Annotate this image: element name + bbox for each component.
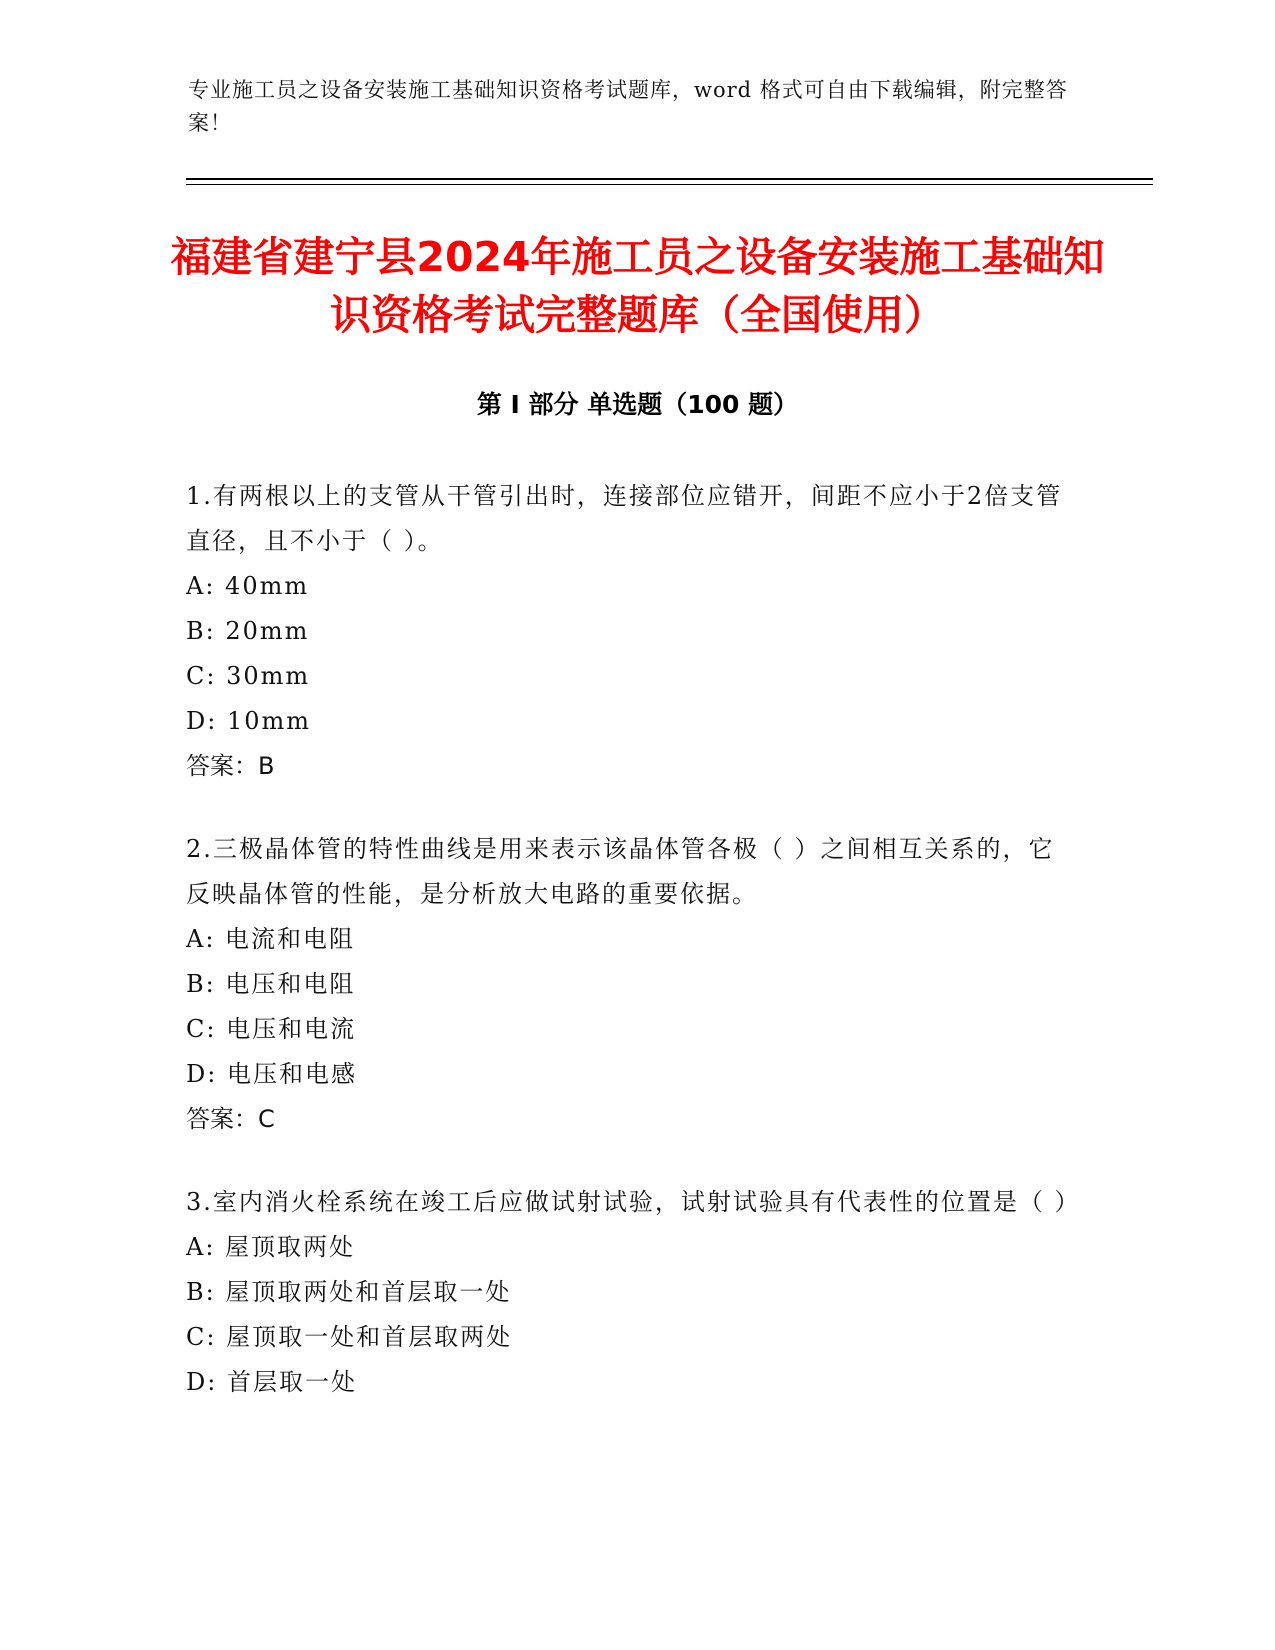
option-d: D: 首层取一处: [186, 1368, 357, 1396]
question-list: [186, 474, 1081, 1443]
document-title: 福建省建宁县2024年施工员之设备安装施工基础知识资格考试完整题库（全国使用）: [170, 233, 1105, 339]
question-item: [186, 1180, 1081, 1405]
option-a: A: 40mm: [186, 572, 310, 600]
option-d: D: 电压和电感: [186, 1060, 357, 1088]
header-divider-thick: [186, 178, 1153, 180]
answer-line: 答案：B: [186, 752, 275, 780]
answer-line: 答案：C: [186, 1105, 275, 1133]
header-note: 专业施工员之设备安装施工基础知识资格考试题库，word 格式可自由下载编辑，附完整答案！: [188, 78, 1068, 135]
question-stem: 2.三极晶体管的特性曲线是用来表示该晶体管各极（ ）之间相互关系的，它反映晶体管的性能，是分析放大电路的重要依据。: [186, 835, 1055, 908]
option-c: C: 30mm: [186, 662, 311, 690]
option-a: A: 屋顶取两处: [186, 1233, 356, 1261]
section-title: 第 I 部分 单选题（100 题）: [476, 390, 799, 419]
question-stem: 3.室内消火栓系统在竣工后应做试射试验，试射试验具有代表性的位置是（ ）: [186, 1188, 1081, 1216]
option-c: C: 电压和电流: [186, 1015, 357, 1043]
header-divider-thin: [186, 184, 1153, 185]
option-a: A: 电流和电阻: [186, 925, 356, 953]
question-stem: 1.有两根以上的支管从干管引出时，连接部位应错开，间距不应小于2倍支管直径，且不小于（ ）。: [186, 482, 1063, 555]
option-b: B: 20mm: [186, 617, 310, 645]
option-c: C: 屋顶取一处和首层取两处: [186, 1323, 513, 1351]
question-item: [186, 474, 1076, 789]
option-b: B: 屋顶取两处和首层取一处: [186, 1278, 512, 1306]
question-item: [186, 827, 1076, 1142]
option-d: D: 10mm: [186, 707, 312, 735]
option-b: B: 电压和电阻: [186, 970, 356, 998]
